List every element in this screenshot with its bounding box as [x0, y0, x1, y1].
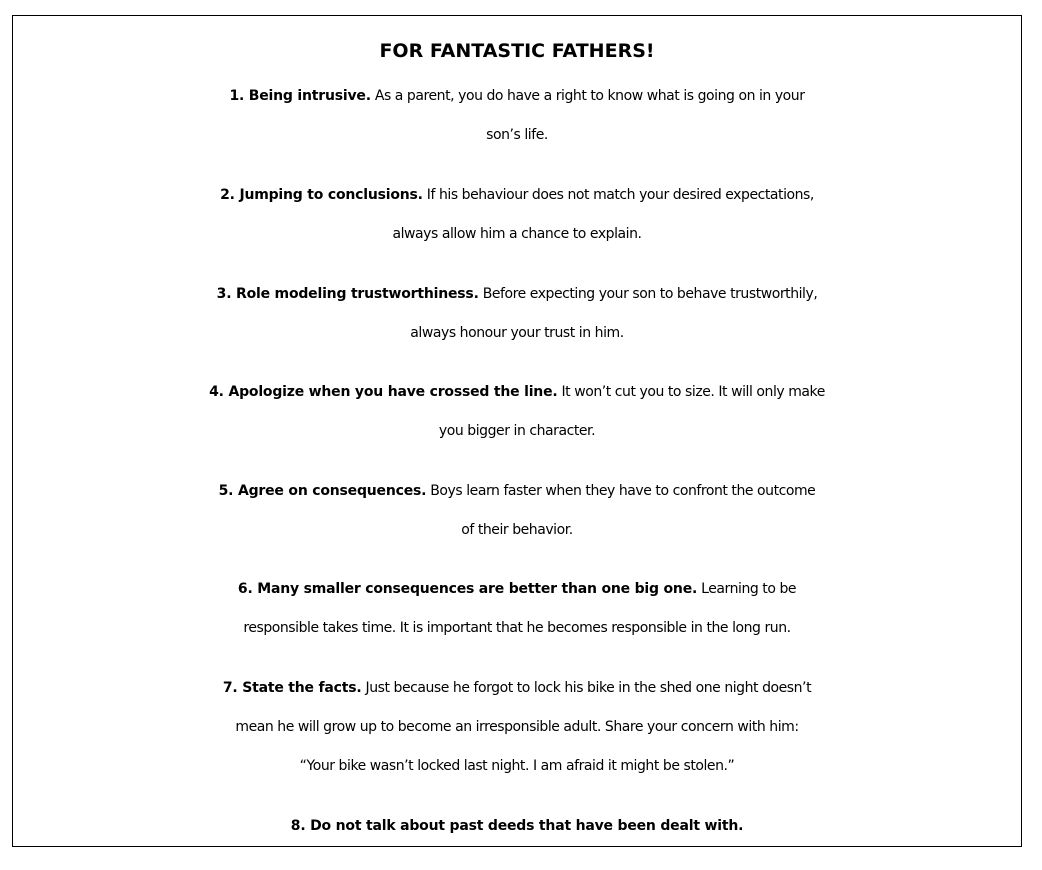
- tip-line: [13, 807, 1021, 846]
- tip-heading: 7. State the facts.: [222, 680, 362, 696]
- tip-text: If his behaviour does not match your desired expectations,: [422, 187, 814, 203]
- tip-line: [13, 275, 1021, 314]
- tip-line: [13, 176, 1021, 215]
- tip-heading: 3. Role modeling trustworthiness.: [216, 286, 479, 302]
- tip-line: [13, 669, 1021, 708]
- tip-heading: 1. Being intrusive.: [229, 88, 371, 104]
- tip-line: [13, 570, 1021, 609]
- tip-text: Just because he forgot to lock his bike in the shed one night doesn’t: [361, 680, 812, 696]
- tip-line: of their behavior.: [461, 522, 573, 538]
- tip-heading: 2. Jumping to conclusions.: [220, 187, 423, 203]
- tip-line: [13, 373, 1021, 412]
- tip-line: mean he will grow up to become an irresponsible adult. Share your concern with him:: [235, 719, 799, 735]
- tip-item-2: [13, 176, 1021, 254]
- tip-line: responsible takes time. It is important that he becomes responsible in the long run.: [243, 620, 791, 636]
- tip-text: It won’t cut you to size. It will only make: [557, 384, 825, 400]
- tip-line: always honour your trust in him.: [410, 325, 624, 341]
- tip-line: son’s life.: [486, 127, 548, 143]
- tip-item-3: [13, 275, 1021, 353]
- tip-heading: 8. Do not talk about past deeds that have been dealt with.: [290, 818, 744, 834]
- tip-heading: 4. Apologize when you have crossed the line.: [209, 384, 558, 400]
- tip-line: [13, 77, 1021, 116]
- tip-item-5: [13, 472, 1021, 550]
- tip-heading: 5. Agree on consequences.: [218, 483, 427, 499]
- tip-item-4: [13, 373, 1021, 451]
- tip-item-8: [13, 807, 1021, 846]
- tip-line: “Your bike wasn’t locked last night. I am afraid it might be stolen.”: [299, 758, 735, 774]
- tip-line: [13, 472, 1021, 511]
- tip-item-7: [13, 669, 1021, 786]
- tip-heading: 6. Many smaller consequences are better than one big one.: [237, 581, 698, 597]
- tip-item-6: [13, 570, 1021, 648]
- tip-line: always allow him a chance to explain.: [392, 226, 642, 242]
- tip-text: Before expecting your son to behave trustworthily,: [478, 286, 818, 302]
- tip-text: As a parent, you do have a right to know what is going on in your: [370, 88, 805, 104]
- tip-line: you bigger in character.: [438, 423, 596, 439]
- tip-text: Boys learn faster when they have to confront the outcome: [426, 483, 816, 499]
- tip-text: Learning to be: [697, 581, 797, 597]
- page-title: FOR FANTASTIC FATHERS!: [379, 40, 655, 62]
- tip-item-1: [13, 77, 1021, 155]
- document-frame: [12, 15, 1022, 847]
